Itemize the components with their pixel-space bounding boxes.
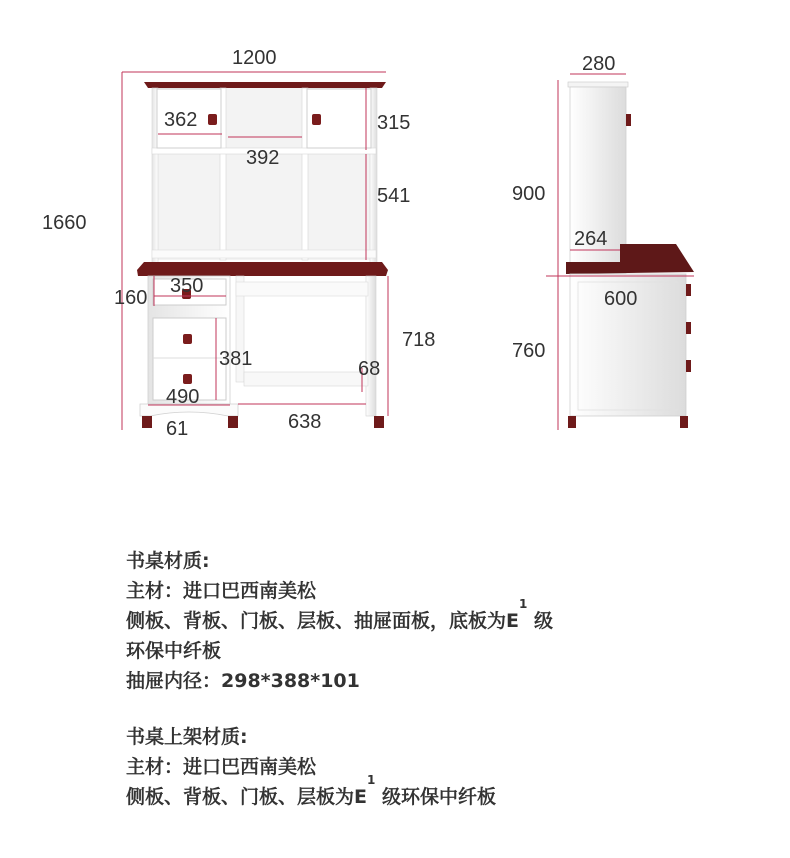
side-hutch-top xyxy=(568,82,628,87)
dim-side-desk-height: 760 xyxy=(512,340,546,362)
large-drawer-knob-1 xyxy=(183,334,192,344)
dim-side-hutch-height: 900 xyxy=(512,183,546,205)
desk-panel-material-cont: 环保中纤板 xyxy=(126,640,222,662)
side-view xyxy=(512,53,694,430)
hutch-top xyxy=(144,82,386,88)
desk-material-title: 书桌材质: xyxy=(126,550,210,572)
large-drawer-knob-2 xyxy=(183,374,192,384)
dim-hutch-opening: 392 xyxy=(246,147,280,169)
side-foot-2 xyxy=(680,416,688,428)
side-hutch-knob xyxy=(626,114,631,126)
desk-panel-suffix: 级 xyxy=(527,610,553,632)
desk-panel-grade: 1 xyxy=(518,597,528,611)
material-specs xyxy=(126,546,766,812)
hutch-panel-grade: 1 xyxy=(366,773,376,787)
side-knob-3 xyxy=(686,360,691,372)
desk-right-leg xyxy=(366,276,376,416)
dim-drawer-width: 350 xyxy=(170,275,204,297)
dim-large-drawer-height: 381 xyxy=(219,348,253,370)
left-foot-2 xyxy=(228,416,238,428)
dim-side-desk-depth: 600 xyxy=(604,288,638,310)
side-knob-2 xyxy=(686,322,691,334)
hutch-right-door-knob xyxy=(312,114,321,125)
right-foot xyxy=(374,416,384,428)
desk-crossbar xyxy=(244,372,368,386)
desk-top xyxy=(137,262,388,276)
hutch-bottom-shelf xyxy=(152,250,376,258)
dim-small-drawer-height: 160 xyxy=(114,287,148,309)
drawer-inner-size: 抽屉内径：298*388*101 xyxy=(126,670,360,692)
side-foot-1 xyxy=(568,416,576,428)
dim-cabinet-width: 490 xyxy=(166,386,200,408)
hutch-panel-material xyxy=(126,773,766,812)
left-foot-1 xyxy=(142,416,152,428)
desk-panel-material xyxy=(126,597,766,636)
dim-side-base-depth: 264 xyxy=(574,228,608,250)
hutch-left-door-knob xyxy=(208,114,217,125)
dim-hutch-door-height: 315 xyxy=(377,112,411,134)
side-knob-1 xyxy=(686,284,691,296)
dim-desk-height: 718 xyxy=(402,329,436,351)
dim-width: 1200 xyxy=(232,47,277,69)
desk-apron xyxy=(236,282,368,296)
dim-crossbar: 68 xyxy=(358,358,381,380)
hutch-material-title: 书桌上架材质: xyxy=(126,726,248,748)
hutch-main-material: 主材：进口巴西南美松 xyxy=(126,756,317,778)
front-view xyxy=(42,47,435,440)
dim-hutch-drawer: 362 xyxy=(164,109,198,131)
hutch-panel-suffix: 级环保中纤板 xyxy=(375,786,496,808)
dim-knee-space: 638 xyxy=(288,411,322,433)
hutch-panel-text: 侧板、背板、门板、层板为E xyxy=(126,786,367,808)
desk-main-material: 主材：进口巴西南美松 xyxy=(126,580,317,602)
desk-panel-text: 侧板、背板、门板、层板、抽屉面板，底板为E xyxy=(126,610,519,632)
dim-height: 1660 xyxy=(42,212,87,234)
dim-hutch-opening-height: 541 xyxy=(377,185,411,207)
dim-foot-height: 61 xyxy=(166,418,189,440)
dim-side-hutch-depth: 280 xyxy=(582,53,616,75)
